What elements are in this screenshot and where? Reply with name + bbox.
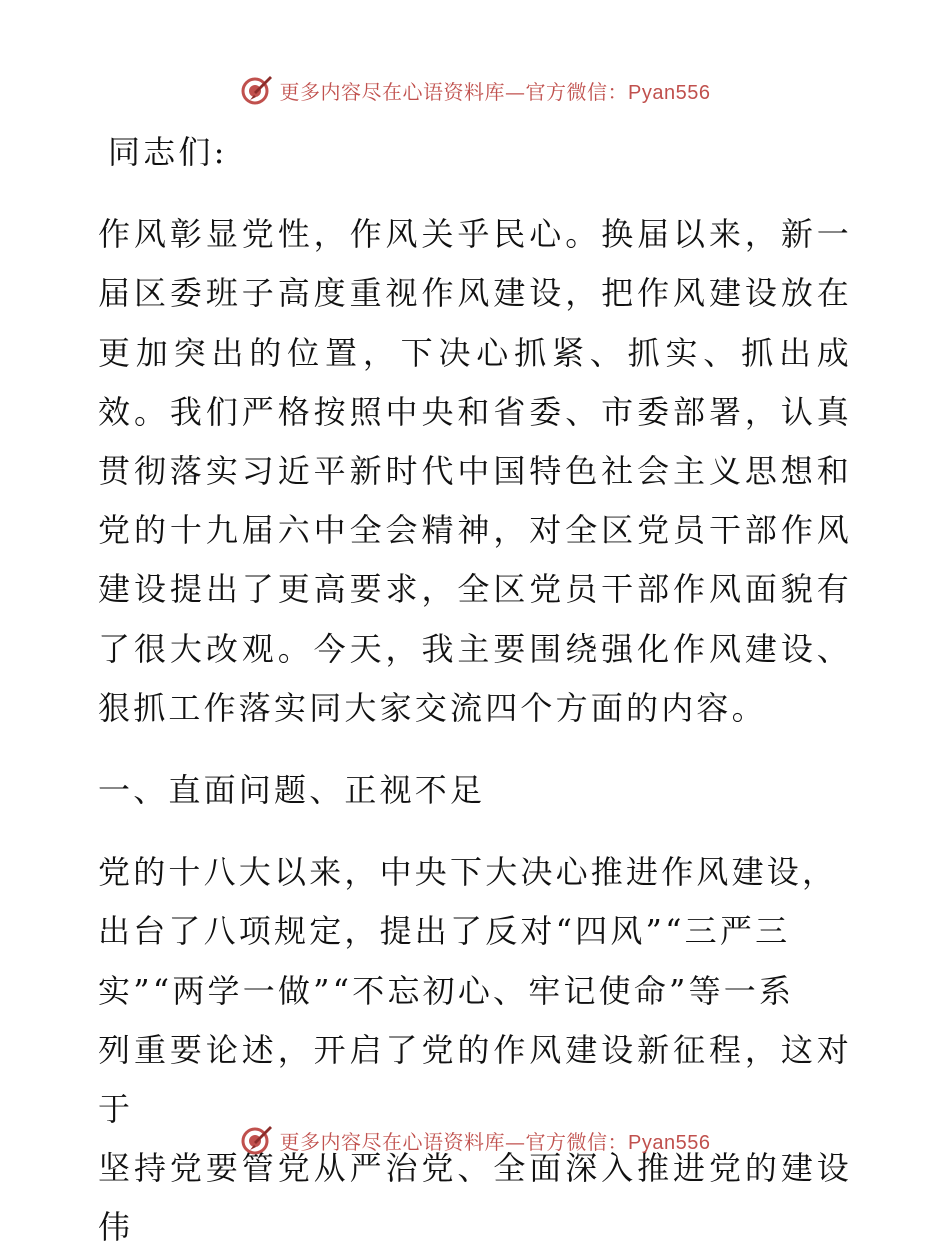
section-line-3: 实”“两学一做”“不忘初心、牢记使命”等一系	[98, 971, 795, 1010]
pen-circle-logo-icon	[240, 1123, 274, 1157]
section-line-5: 坚持党要管党从严治党、全面深入推进党的建设伟	[98, 1149, 852, 1247]
banner-text: 更多内容尽在心语资料库—官方微信：Pyan556	[279, 1129, 711, 1154]
banner-text: 更多内容尽在心语资料库—官方微信：Pyan556	[279, 79, 711, 104]
salutation: 同志们:	[108, 133, 228, 171]
wechat-id: Pyan556	[628, 81, 711, 104]
header-banner	[0, 70, 950, 110]
footer-banner	[0, 1120, 950, 1160]
document-body	[98, 123, 852, 1258]
section-line-1: 党的十八大以来，中央下大决心推进作风建设，	[98, 853, 838, 892]
pen-circle-logo-icon	[240, 73, 274, 107]
section-line-4: 列重要论述，开启了党的作风建设新征程，这对于	[98, 1030, 852, 1129]
section-heading: 一、直面问题、正视不足	[98, 771, 486, 810]
section-line-2: 出台了八项规定，提出了反对“四风”“三严三	[98, 912, 791, 951]
wechat-id: Pyan556	[628, 1131, 711, 1154]
section-paragraph	[98, 843, 852, 1257]
paragraph-1: 作风彰显党性，作风关乎民心。换届以来，新一届区委班子高度重视作风建设，把作风建设放在更加突出的位置，下决心抓紧、抓实、抓出成效。我们严格按照中央和省委、市委部署，认真贯彻落实习近平新时代中国特色社会主义思想和党的十九届六中全会精神，对全区党员干部作风建设提出了更高要求，全区党员干部作风面貌有了很大改观。今天，我主要围绕强化作风建设、狠抓工作落实同大家交流四个方面的内容。	[98, 215, 852, 727]
